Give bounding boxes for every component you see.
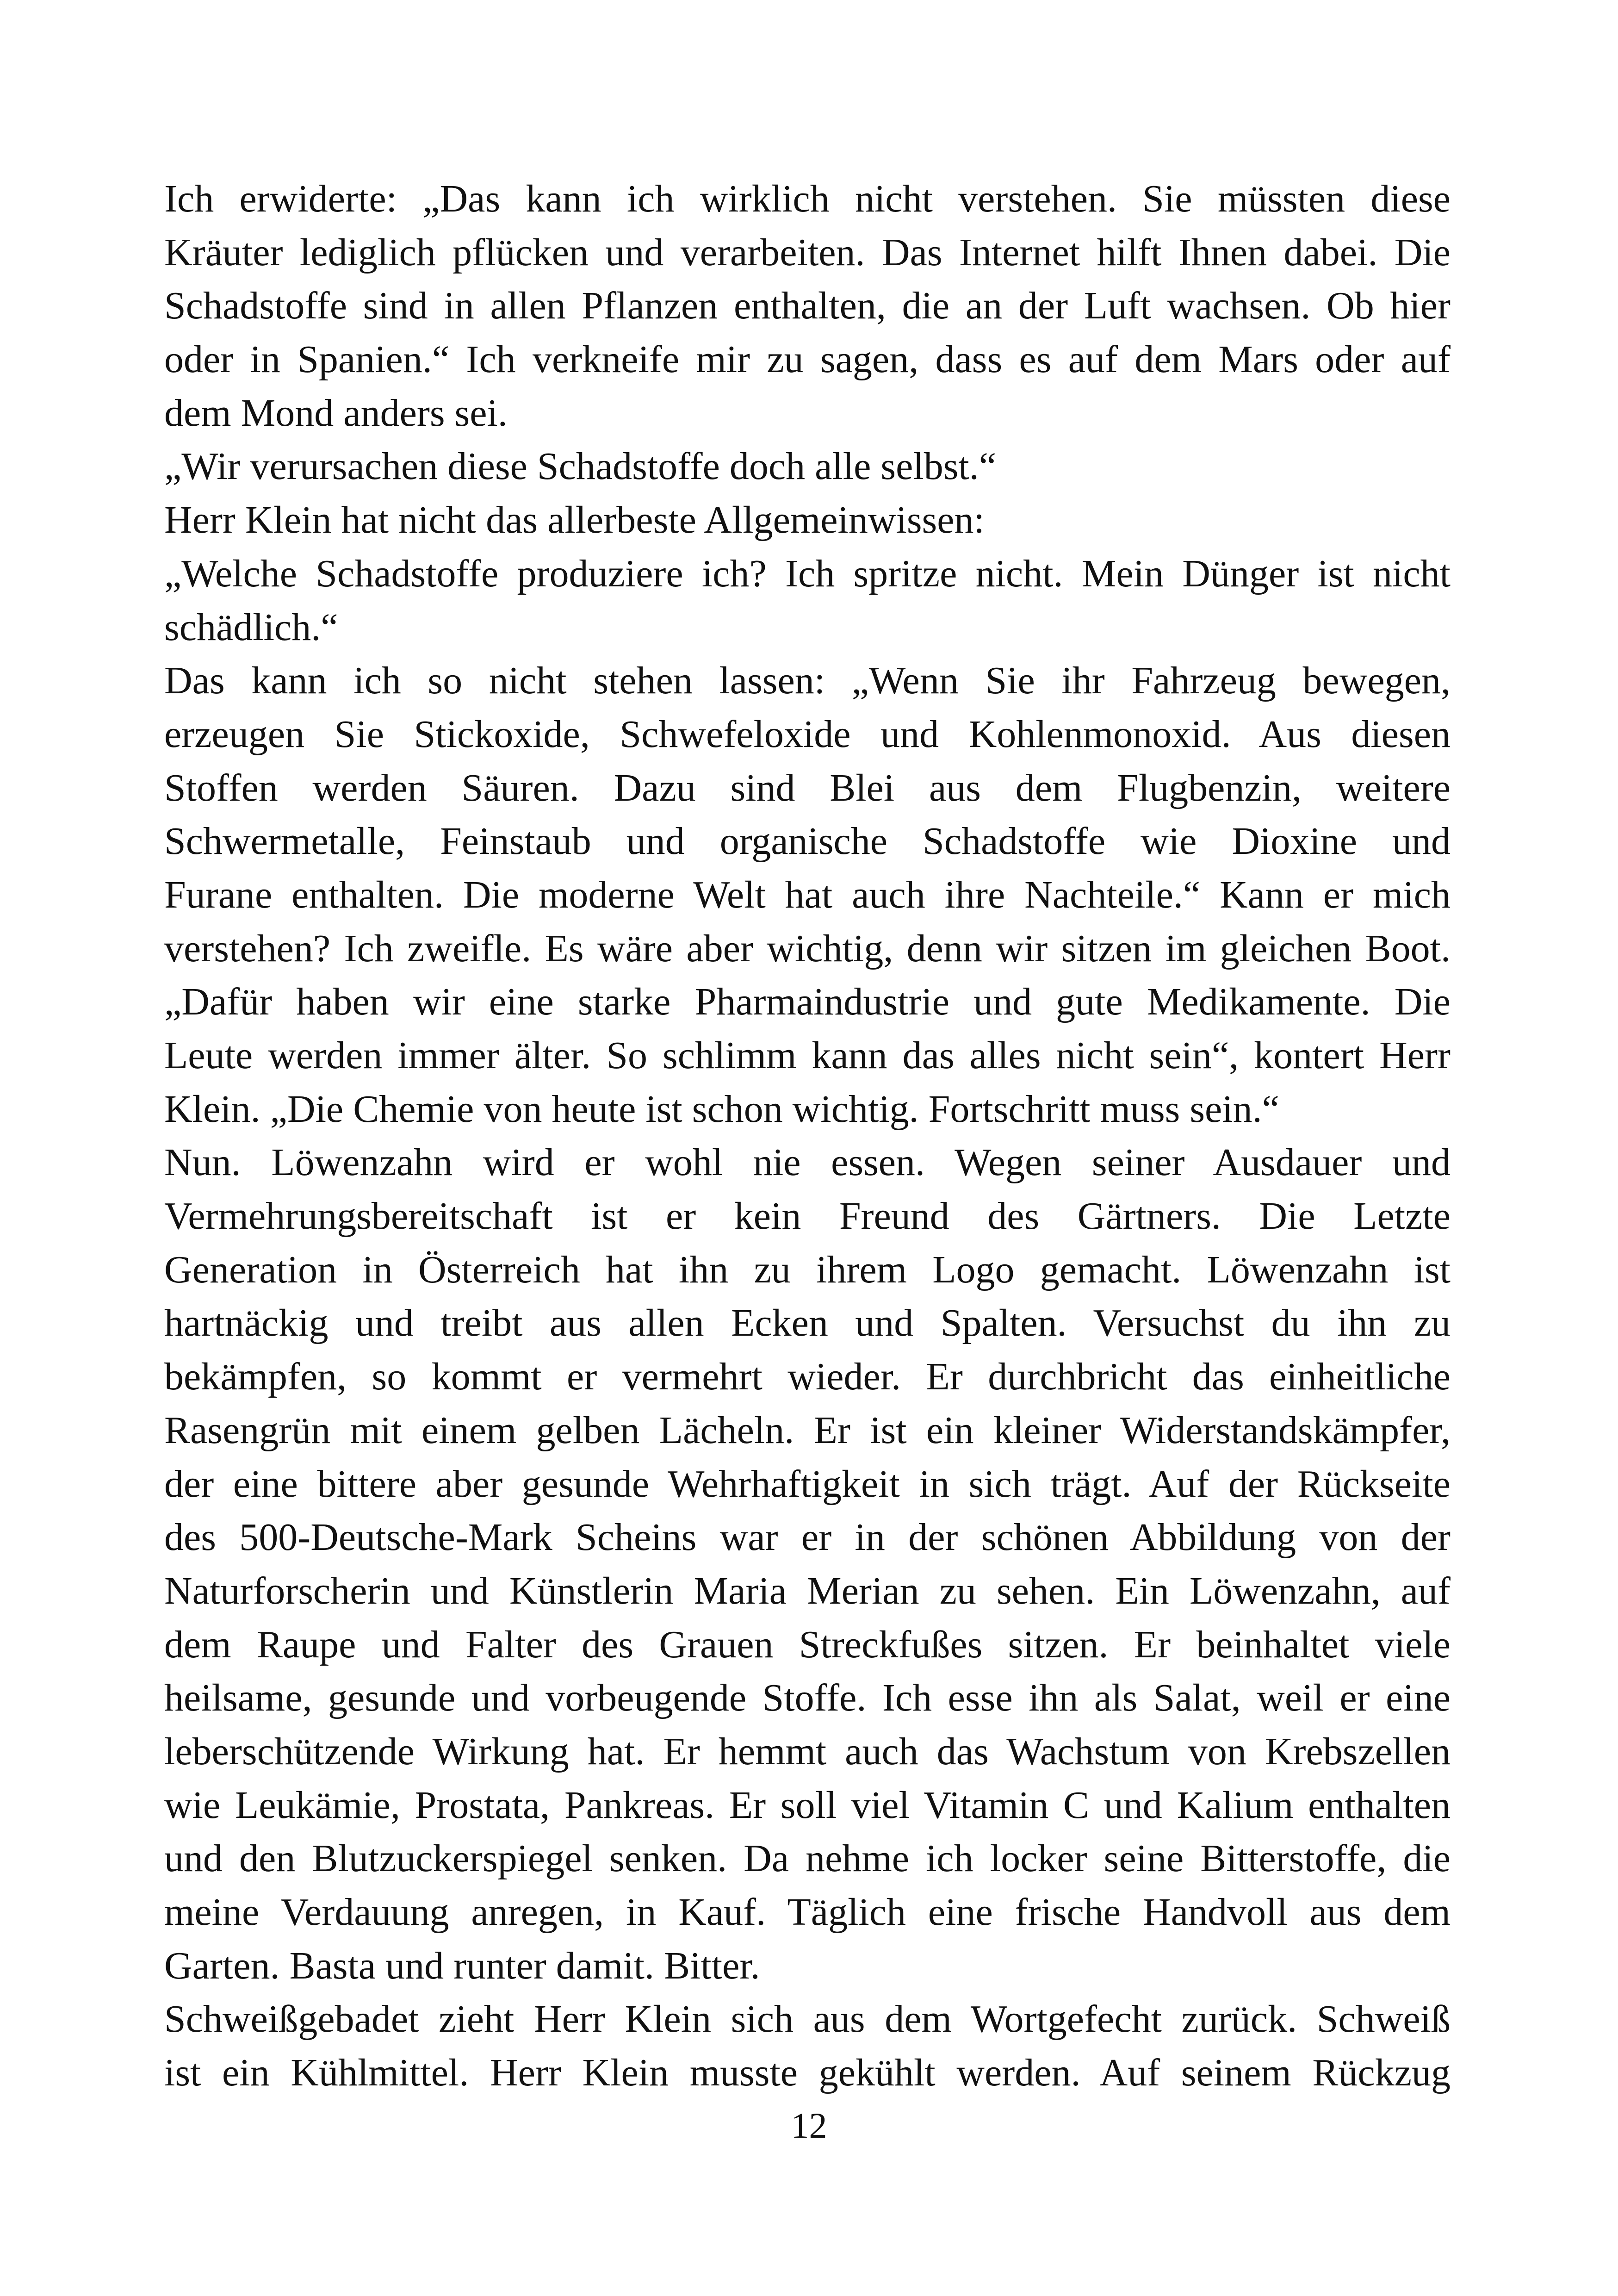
page-number: 12: [791, 2105, 827, 2146]
text-line: Ich erwiderte: „Das kann ich wirklich nicht verstehen. Sie müssten diese: [164, 177, 1451, 220]
text-line: Schweißgebadet zieht Herr Klein sich aus dem Wortgefecht zurück. Schweiß: [164, 1997, 1451, 2041]
text-line: des 500-Deutsche-Mark Scheins war er in der schönen Abbildung von der: [164, 1516, 1451, 1559]
text-line: wie Leukämie, Prostata, Pankreas. Er soll viel Vitamin C und Kalium enthalten: [164, 1783, 1451, 1827]
text-line: Nun. Löwenzahn wird er wohl nie essen. Wegen seiner Ausdauer und: [164, 1141, 1451, 1184]
text-line: hartnäckig und treibt aus allen Ecken und Spalten. Versuchst du ihn zu: [164, 1301, 1451, 1345]
text-line: oder in Spanien.“ Ich verkneife mir zu sagen, dass es auf dem Mars oder auf: [164, 338, 1451, 381]
text-line: Das kann ich so nicht stehen lassen: „Wenn Sie ihr Fahrzeug bewegen,: [164, 659, 1451, 703]
text-line: „Welche Schadstoffe produziere ich? Ich spritze nicht. Mein Dünger ist nicht: [164, 552, 1451, 595]
text-line: Rasengrün mit einem gelben Lächeln. Er ist ein kleiner Widerstandskämpfer,: [164, 1408, 1451, 1452]
text-line: Stoffen werden Säuren. Dazu sind Blei aus dem Flugbenzin, weitere: [164, 766, 1451, 809]
text-line: Garten. Basta und runter damit. Bitter.: [164, 1944, 760, 1987]
text-line: Vermehrungsbereitschaft ist er kein Freund des Gärtners. Die Letzte: [164, 1195, 1451, 1238]
text-line: dem Mond anders sei.: [164, 391, 508, 435]
text-line: der eine bittere aber gesunde Wehrhaftigkeit in sich trägt. Auf der Rückseite: [164, 1462, 1451, 1506]
text-line: Schadstoffe sind in allen Pflanzen enthalten, die an der Luft wachsen. Ob hier: [164, 284, 1451, 328]
text-line: „Dafür haben wir eine starke Pharmaindustrie und gute Medikamente. Die: [164, 980, 1451, 1024]
text-line: verstehen? Ich zweifle. Es wäre aber wichtig, denn wir sitzen im gleichen Boot.: [164, 927, 1451, 970]
text-line: Klein. „Die Chemie von heute ist schon wichtig. Fortschritt muss sein.“: [164, 1087, 1279, 1131]
body-text: [164, 172, 1451, 2100]
text-line: Kräuter lediglich pflücken und verarbeiten. Das Internet hilft Ihnen dabei. Die: [164, 230, 1451, 274]
text-line: Schwermetalle, Feinstaub und organische Schadstoffe wie Dioxine und: [164, 820, 1451, 863]
text-line: meine Verdauung anregen, in Kauf. Täglich eine frische Handvoll aus dem: [164, 1891, 1451, 1934]
text-line: Generation in Österreich hat ihn zu ihrem Logo gemacht. Löwenzahn ist: [164, 1248, 1451, 1291]
text-line: heilsame, gesunde und vorbeugende Stoffe. Ich esse ihn als Salat, weil er eine: [164, 1676, 1451, 1720]
text-line: Herr Klein hat nicht das allerbeste Allgemeinwissen:: [164, 498, 985, 542]
text-line: Furane enthalten. Die moderne Welt hat auch ihre Nachteile.“ Kann er mich: [164, 873, 1451, 916]
text-line: bekämpfen, so kommt er vermehrt wieder. Er durchbricht das einheitliche: [164, 1355, 1451, 1399]
text-line: ist ein Kühlmittel. Herr Klein musste gekühlt werden. Auf seinem Rückzug: [164, 2051, 1451, 2095]
text-line: Naturforscherin und Künstlerin Maria Merian zu sehen. Ein Löwenzahn, auf: [164, 1569, 1451, 1612]
text-line: dem Raupe und Falter des Grauen Streckfußes sitzen. Er beinhaltet viele: [164, 1623, 1451, 1666]
text-line: erzeugen Sie Stickoxide, Schwefeloxide und Kohlenmonoxid. Aus diesen: [164, 712, 1451, 756]
text-line: leberschützende Wirkung hat. Er hemmt auch das Wachstum von Krebszellen: [164, 1730, 1451, 1773]
text-line: und den Blutzuckerspiegel senken. Da nehme ich locker seine Bitterstoffe, die: [164, 1837, 1451, 1880]
text-line: „Wir verursachen diese Schadstoffe doch alle selbst.“: [164, 445, 997, 488]
text-line: Leute werden immer älter. So schlimm kann das alles nicht sein“, kontert Herr: [164, 1034, 1451, 1077]
text-line: schädlich.“: [164, 605, 338, 649]
